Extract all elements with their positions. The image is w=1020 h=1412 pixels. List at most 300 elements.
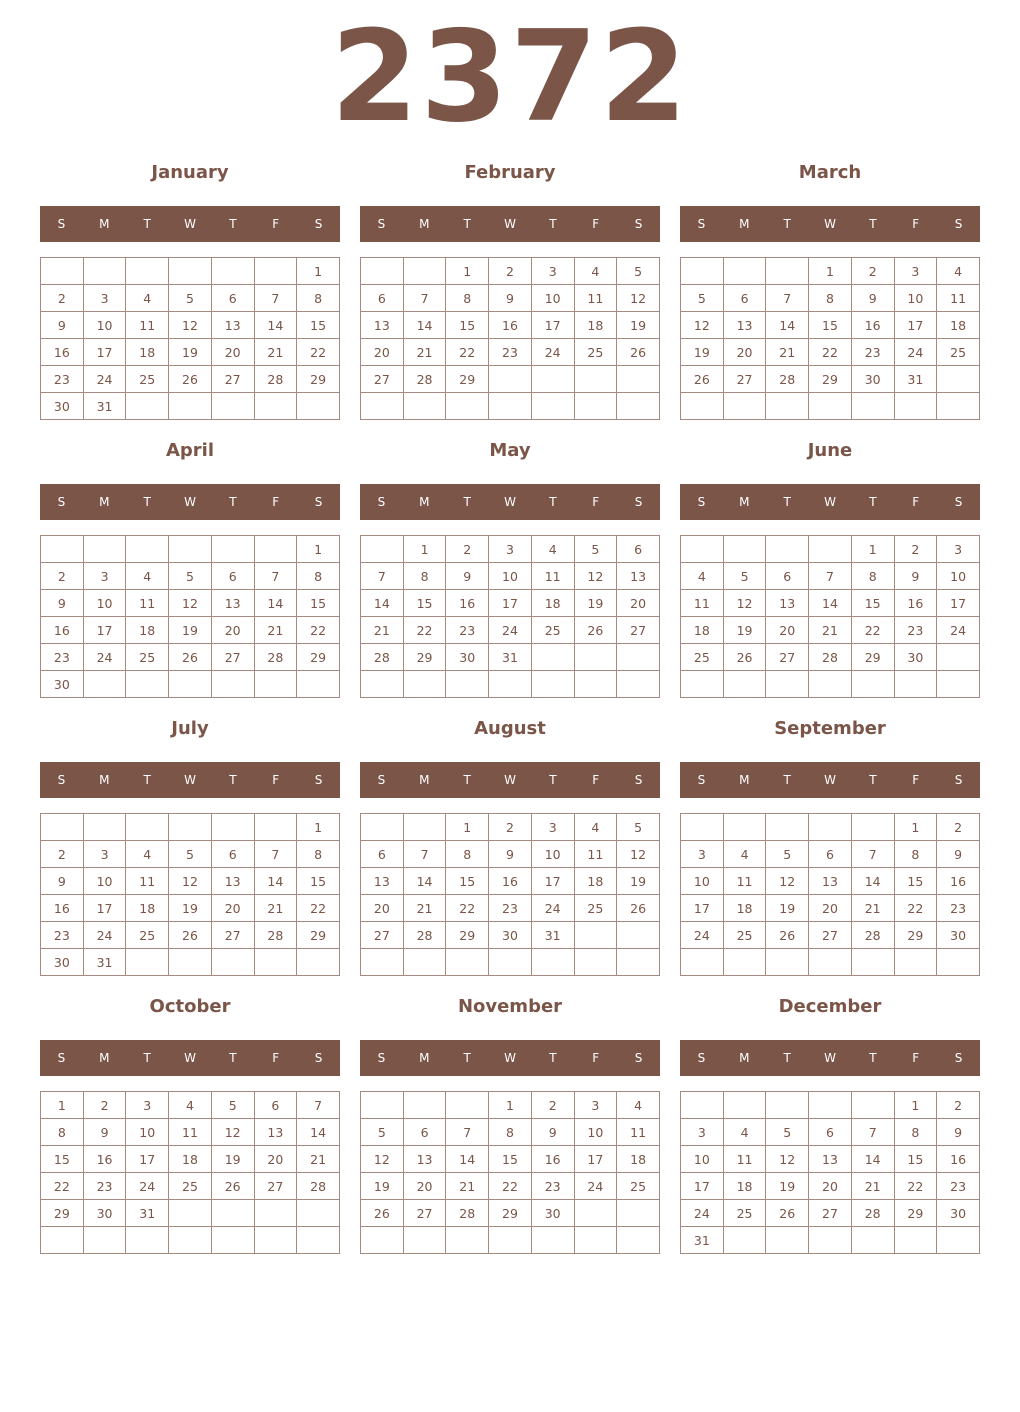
day-cell: 20 [723,339,766,366]
day-cell: 14 [403,868,446,895]
day-cell: 29 [894,1200,937,1227]
day-cell: 16 [446,590,489,617]
day-cell: 11 [126,590,169,617]
empty-day-cell [809,671,852,698]
day-cell: 10 [681,868,724,895]
day-cell: 26 [681,366,724,393]
day-cell: 18 [681,617,724,644]
day-cell: 9 [531,1119,574,1146]
month-name: September [774,718,886,739]
weekday-header: S [634,217,643,231]
day-cell: 12 [766,868,809,895]
week-row [681,922,980,949]
week-row [361,617,660,644]
day-cell: 22 [403,617,446,644]
empty-day-cell [254,393,297,420]
day-cell: 27 [766,644,809,671]
empty-day-cell [361,536,404,563]
empty-day-cell [297,949,340,976]
day-cell: 19 [766,1173,809,1200]
day-cell: 28 [851,1200,894,1227]
day-cell: 24 [937,617,980,644]
weekday-header: S [954,495,963,509]
day-cell: 9 [937,841,980,868]
day-cell: 5 [766,1119,809,1146]
week-row [681,1119,980,1146]
day-cell: 26 [361,1200,404,1227]
day-cell: 6 [211,841,254,868]
empty-day-cell [126,949,169,976]
day-cell: 15 [297,590,340,617]
day-cell: 15 [489,1146,532,1173]
day-cell: 15 [297,868,340,895]
weekday-header-bar [360,762,660,798]
day-cell: 5 [169,563,212,590]
day-cell: 17 [83,617,126,644]
empty-day-cell [723,536,766,563]
day-cell: 24 [681,922,724,949]
day-cell: 29 [297,644,340,671]
empty-day-cell [403,949,446,976]
day-cell: 15 [41,1146,84,1173]
weekday-header: T [549,773,557,787]
day-cell: 20 [211,895,254,922]
weekday-header: M [739,1051,750,1065]
empty-day-cell [211,258,254,285]
empty-day-cell [723,671,766,698]
weekday-header: T [229,773,237,787]
empty-day-cell [254,1227,297,1254]
day-cell: 21 [254,895,297,922]
day-cell: 8 [894,841,937,868]
day-cell: 19 [681,339,724,366]
day-cell: 31 [531,922,574,949]
day-cell: 26 [766,1200,809,1227]
day-cell: 15 [446,868,489,895]
day-cell: 21 [851,895,894,922]
month-name: January [151,162,229,183]
empty-day-cell [41,1227,84,1254]
empty-day-cell [169,814,212,841]
empty-day-cell [297,1227,340,1254]
day-cell: 12 [617,841,660,868]
week-row [361,1146,660,1173]
weekday-header: S [697,495,706,509]
day-cell: 23 [41,366,84,393]
day-cell: 2 [531,1092,574,1119]
empty-day-cell [361,1227,404,1254]
day-cell: 4 [681,563,724,590]
week-row [681,339,980,366]
week-row [681,617,980,644]
day-cell: 8 [297,841,340,868]
day-cell: 11 [937,285,980,312]
day-cell: 29 [297,922,340,949]
day-cell: 4 [574,814,617,841]
week-row [681,258,980,285]
week-row [361,868,660,895]
day-grid [360,813,660,976]
empty-day-cell [297,1200,340,1227]
empty-day-cell [681,671,724,698]
weekday-header: W [504,773,516,787]
day-cell: 5 [211,1092,254,1119]
day-cell: 9 [489,841,532,868]
day-cell: 10 [531,285,574,312]
weekday-header: M [739,495,750,509]
day-cell: 2 [83,1092,126,1119]
empty-day-cell [937,644,980,671]
day-cell: 8 [809,285,852,312]
day-cell: 6 [361,285,404,312]
empty-day-cell [574,644,617,671]
day-cell: 22 [297,339,340,366]
day-cell: 12 [169,590,212,617]
week-row [41,563,340,590]
week-row [41,841,340,868]
weekday-header: T [869,495,877,509]
day-cell: 13 [403,1146,446,1173]
weekday-header: S [634,495,643,509]
empty-day-cell [617,949,660,976]
empty-day-cell [83,536,126,563]
weekday-header: F [592,1051,600,1065]
empty-day-cell [809,814,852,841]
day-cell: 14 [809,590,852,617]
empty-day-cell [766,393,809,420]
week-row [361,393,660,420]
day-cell: 27 [617,617,660,644]
day-grid [40,257,340,420]
empty-day-cell [361,258,404,285]
day-cell: 29 [403,644,446,671]
day-cell: 3 [83,563,126,590]
week-row [361,949,660,976]
week-row [681,1173,980,1200]
day-cell: 30 [83,1200,126,1227]
day-cell: 12 [681,312,724,339]
day-cell: 5 [617,814,660,841]
month-name: November [457,996,563,1017]
empty-day-cell [766,1092,809,1119]
empty-day-cell [851,671,894,698]
week-row [41,312,340,339]
day-cell: 31 [489,644,532,671]
day-cell: 8 [446,285,489,312]
day-cell: 12 [574,563,617,590]
weekday-header: M [419,1051,430,1065]
day-cell: 18 [574,868,617,895]
day-cell: 2 [937,814,980,841]
day-cell: 24 [531,895,574,922]
weekday-header: M [739,217,750,231]
week-row [41,671,340,698]
day-cell: 18 [126,617,169,644]
day-cell: 7 [403,841,446,868]
week-row [41,922,340,949]
empty-day-cell [617,366,660,393]
week-row [681,590,980,617]
weekday-header: T [229,217,237,231]
week-row [681,536,980,563]
day-grid [40,535,340,698]
empty-day-cell [41,258,84,285]
empty-day-cell [211,949,254,976]
day-cell: 15 [894,1146,937,1173]
day-cell: 3 [937,536,980,563]
day-cell: 29 [297,366,340,393]
day-cell: 10 [531,841,574,868]
day-cell: 20 [361,895,404,922]
day-cell: 28 [403,922,446,949]
day-cell: 19 [361,1173,404,1200]
month-name: February [464,162,556,183]
weekday-header: T [549,1051,557,1065]
day-cell: 27 [809,922,852,949]
empty-day-cell [681,258,724,285]
empty-day-cell [403,671,446,698]
empty-day-cell [937,671,980,698]
day-cell: 5 [169,285,212,312]
month-name: March [798,162,862,183]
day-cell: 21 [254,617,297,644]
day-cell: 23 [489,339,532,366]
day-cell: 20 [403,1173,446,1200]
weekday-header: S [314,217,323,231]
empty-day-cell [617,922,660,949]
day-cell: 22 [41,1173,84,1200]
week-row [41,339,340,366]
empty-day-cell [723,949,766,976]
empty-day-cell [617,1200,660,1227]
day-cell: 12 [169,868,212,895]
day-cell: 14 [851,868,894,895]
day-cell: 21 [403,339,446,366]
day-cell: 31 [681,1227,724,1254]
week-row [681,285,980,312]
empty-day-cell [254,258,297,285]
day-cell: 7 [254,285,297,312]
empty-day-cell [446,393,489,420]
day-cell: 27 [211,366,254,393]
empty-day-cell [766,536,809,563]
day-cell: 6 [723,285,766,312]
day-cell: 11 [574,285,617,312]
day-cell: 14 [446,1146,489,1173]
day-cell: 22 [297,617,340,644]
empty-day-cell [766,814,809,841]
day-cell: 17 [894,312,937,339]
empty-day-cell [446,671,489,698]
day-grid [680,535,980,698]
day-cell: 11 [126,868,169,895]
empty-day-cell [617,1227,660,1254]
empty-day-cell [681,949,724,976]
empty-day-cell [851,814,894,841]
day-cell: 16 [851,312,894,339]
weekday-header: F [592,495,600,509]
empty-day-cell [617,671,660,698]
weekday-header-bar [40,1040,340,1076]
empty-day-cell [574,671,617,698]
day-cell: 22 [894,895,937,922]
day-cell: 5 [617,258,660,285]
day-cell: 13 [617,563,660,590]
day-cell: 28 [851,922,894,949]
day-cell: 26 [169,366,212,393]
empty-day-cell [446,1092,489,1119]
day-cell: 17 [489,590,532,617]
week-row [361,590,660,617]
empty-day-cell [83,258,126,285]
day-cell: 23 [446,617,489,644]
day-cell: 20 [809,1173,852,1200]
weekday-header-bar [360,484,660,520]
day-cell: 28 [254,644,297,671]
empty-day-cell [489,1227,532,1254]
empty-day-cell [83,671,126,698]
week-row [361,1092,660,1119]
empty-day-cell [169,1227,212,1254]
day-cell: 17 [681,1173,724,1200]
empty-day-cell [489,366,532,393]
month-name: May [489,440,531,461]
day-cell: 22 [446,895,489,922]
week-row [41,1119,340,1146]
day-cell: 7 [297,1092,340,1119]
day-cell: 27 [211,644,254,671]
empty-day-cell [361,393,404,420]
day-cell: 7 [851,841,894,868]
day-cell: 29 [894,922,937,949]
day-cell: 13 [809,868,852,895]
day-cell: 17 [574,1146,617,1173]
day-cell: 20 [617,590,660,617]
empty-day-cell [297,393,340,420]
week-row [361,536,660,563]
week-row [361,339,660,366]
empty-day-cell [489,671,532,698]
day-cell: 27 [361,366,404,393]
day-cell: 8 [297,285,340,312]
weekday-header: T [549,217,557,231]
week-row [681,644,980,671]
weekday-header: M [739,773,750,787]
day-cell: 30 [41,671,84,698]
day-grid [360,535,660,698]
day-cell: 1 [809,258,852,285]
empty-day-cell [937,1227,980,1254]
day-grid [360,1091,660,1254]
week-row [41,895,340,922]
month-name: June [807,440,853,461]
day-cell: 1 [489,1092,532,1119]
day-cell: 28 [809,644,852,671]
day-cell: 26 [723,644,766,671]
day-cell: 7 [403,285,446,312]
day-cell: 13 [211,868,254,895]
day-cell: 22 [489,1173,532,1200]
day-cell: 22 [851,617,894,644]
day-cell: 26 [169,644,212,671]
week-row [361,1200,660,1227]
empty-day-cell [723,393,766,420]
empty-day-cell [809,393,852,420]
empty-day-cell [254,1200,297,1227]
day-cell: 11 [126,312,169,339]
week-row [361,644,660,671]
day-cell: 6 [403,1119,446,1146]
weekday-header: M [99,773,110,787]
empty-day-cell [809,536,852,563]
weekday-header: M [419,773,430,787]
weekday-header: W [504,217,516,231]
empty-day-cell [126,258,169,285]
day-cell: 19 [723,617,766,644]
day-cell: 4 [126,563,169,590]
empty-day-cell [723,1092,766,1119]
empty-day-cell [403,814,446,841]
day-cell: 31 [83,949,126,976]
empty-day-cell [361,1092,404,1119]
weekday-header: M [99,495,110,509]
week-row [681,366,980,393]
week-row [361,922,660,949]
day-cell: 18 [126,895,169,922]
empty-day-cell [766,258,809,285]
empty-day-cell [361,671,404,698]
day-cell: 10 [83,868,126,895]
day-cell: 31 [83,393,126,420]
weekday-header: M [419,495,430,509]
day-cell: 21 [297,1146,340,1173]
day-cell: 24 [83,922,126,949]
weekday-header: F [912,773,920,787]
weekday-header: F [272,1051,280,1065]
day-cell: 10 [894,285,937,312]
day-cell: 8 [851,563,894,590]
weekday-header-bar [680,484,980,520]
empty-day-cell [937,393,980,420]
week-row [361,1119,660,1146]
day-cell: 30 [937,1200,980,1227]
day-cell: 16 [894,590,937,617]
empty-day-cell [531,671,574,698]
weekday-header: F [272,217,280,231]
week-row [361,671,660,698]
day-grid [360,257,660,420]
empty-day-cell [809,1092,852,1119]
week-row [41,814,340,841]
day-cell: 29 [446,922,489,949]
week-row [681,1227,980,1254]
empty-day-cell [126,1227,169,1254]
day-cell: 23 [83,1173,126,1200]
day-cell: 2 [41,285,84,312]
day-cell: 14 [254,590,297,617]
day-cell: 21 [851,1173,894,1200]
day-cell: 7 [361,563,404,590]
day-cell: 29 [41,1200,84,1227]
day-cell: 15 [403,590,446,617]
weekday-header: S [57,773,66,787]
day-cell: 1 [446,258,489,285]
day-cell: 18 [937,312,980,339]
weekday-header: T [869,217,877,231]
day-cell: 25 [531,617,574,644]
day-cell: 14 [361,590,404,617]
day-cell: 5 [574,536,617,563]
